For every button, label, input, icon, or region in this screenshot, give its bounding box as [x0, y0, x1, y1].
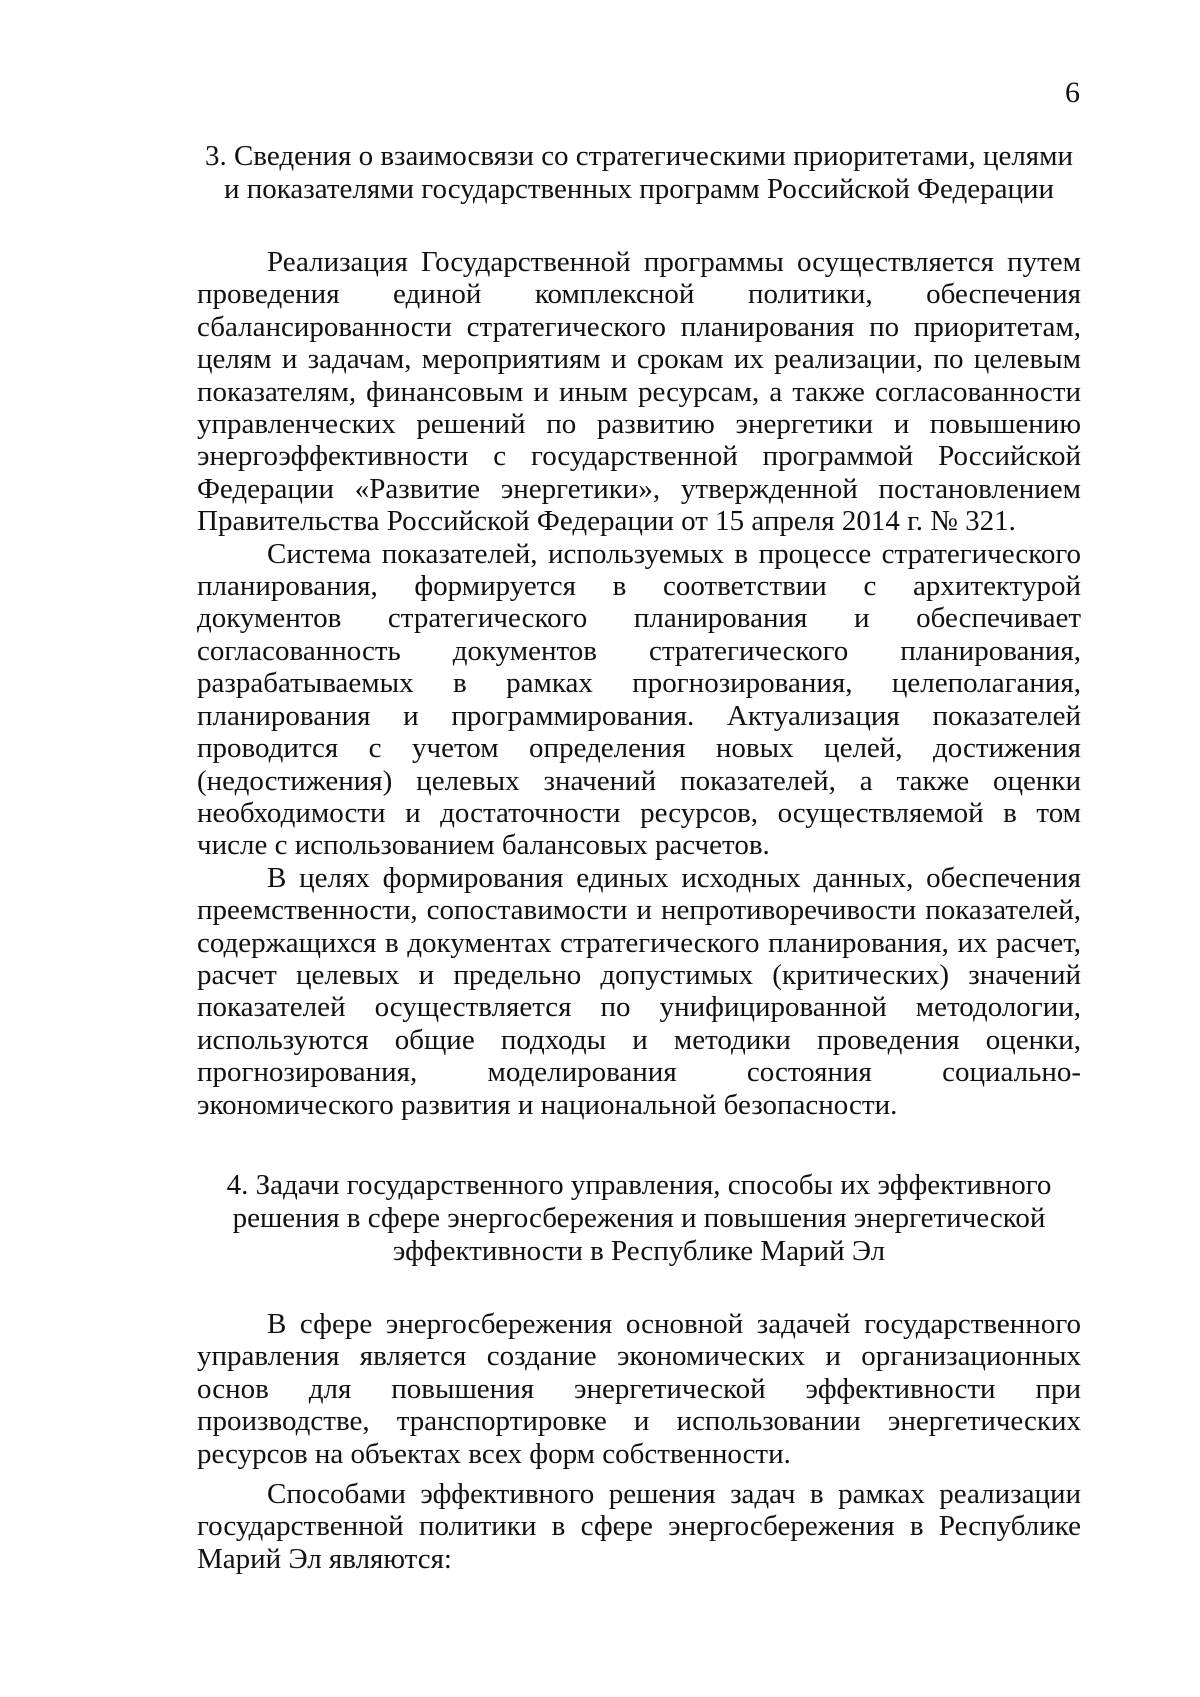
section-4-heading: 4. Задачи государственного управления, способы их эффективного решения в сфере энергосбережения и повышения энергетической эффективности в Республике Марий Эл [226, 1168, 1052, 1267]
section-4-paragraph-2: Способами эффективного решения задач в рамках реализации государственной политики в сфере энергосбережения в Республике Марий Эл являются: [197, 1478, 1081, 1575]
section-4-paragraph-1: В сфере энергосбережения основной задачей государственного управления является создание экономических и организационных основ для повышения энергетической эффективности при производстве, транспортировке и использовании энергетических ресурсов на объектах всех форм собственности. [197, 1307, 1081, 1470]
page-number: 6 [1065, 76, 1080, 109]
section-4-body [197, 1308, 1081, 1575]
section-3-paragraph-2: Система показателей, используемых в процессе стратегического планирования, формируется в соответствии с архитектурой документов стратегического планирования и обеспечивает согласованность документов стратегического планирования, разрабатываемых в рамках прогнозирования, целеполагания, планирования и программирования. Актуализация показателей проводится с учетом определения новых целей, достижения (недостижения) целевых значений показателей, а также оценки необходимости и достаточности ресурсов, осуществляемой в том числе с использованием балансовых расчетов. [197, 537, 1081, 862]
section-3-body [197, 246, 1081, 1121]
section-3-heading: 3. Сведения о взаимосвязи со стратегическими приоритетами, целями и показателями государственных программ Российской Федерации [204, 140, 1074, 205]
section-3-paragraph-1: Реализация Государственной программы осуществляется путем проведения единой комплексной политики, обеспечения сбалансированности стратегического планирования по приоритетам, целям и задачам, мероприятиям и срокам их реализации, по целевым показателям, финансовым и иным ресурсам, а также согласованности управленческих решений по развитию энергетики и повышению энергоэффективности с государственной программой Российской Федерации «Развитие энергетики», утвержденной постановлением Правительства Российской Федерации от 15 апреля 2014 г. № 321. [197, 246, 1081, 538]
section-3-paragraph-3: В целях формирования единых исходных данных, обеспечения преемственности, сопоставимости и непротиворечивости показателей, содержащихся в документах стратегического планирования, их расчет, расчет целевых и предельно допустимых (критических) значений показателей осуществляется по унифицированной методологии, используются общие подходы и методики проведения оценки, прогнозирования, моделирования состояния социально-экономического развития и национальной безопасности. [197, 861, 1081, 1121]
document-content [197, 140, 1081, 1575]
